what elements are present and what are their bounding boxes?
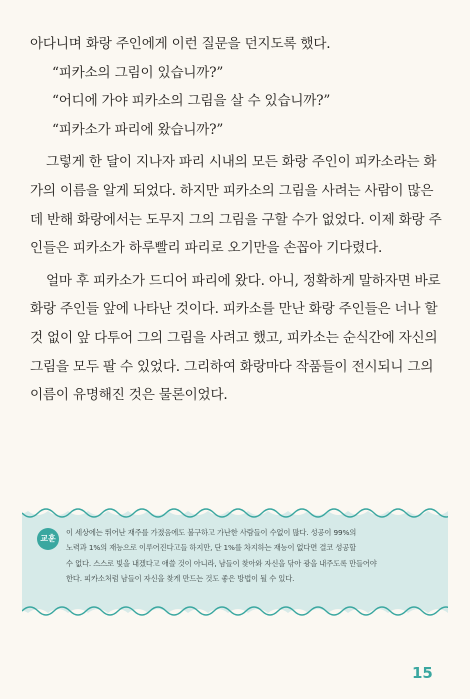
paragraph-line: 그렇게 한 달이 지나자 파리 시내의 모든 화랑 주인이 피카소라는 화 — [46, 154, 437, 171]
story-text — [30, 30, 450, 410]
paragraph-line: 데 반해 화랑에서는 도무지 그의 그림을 구할 수가 없었다. 이제 화랑 주 — [30, 211, 442, 228]
paragraph-line: 화랑 주인들 앞에 나타난 것이다. 피카소를 만난 화랑 주인들은 너나 할 — [30, 301, 438, 318]
lesson-line: 노력과 1%의 재능으로 이루어진다고들 하지만, 단 1%를 차지하는 재능이 없다면 결코 성공할 — [66, 543, 357, 553]
paragraph-line: 인들은 피카소가 하루빨리 파리로 오기만을 손꼽아 기다렸다. — [30, 240, 383, 257]
page-number: 15 — [412, 664, 433, 682]
quote-line: “피카소의 그림이 있습니까?” — [52, 64, 224, 81]
story-line: 아다니며 화랑 주인에게 이런 질문을 던지도록 했다. — [30, 36, 331, 52]
lesson-text — [66, 525, 442, 586]
scallop-border-top — [22, 507, 448, 519]
paragraph-line: 이름이 유명해진 것은 물론이었다. — [30, 387, 228, 404]
lesson-line: 한다. 피카소처럼 남들이 자신을 찾게 만드는 것도 좋은 방법이 될 수 있다. — [66, 573, 295, 583]
paragraph-line: 그림을 모두 팔 수 있었다. 그리하여 화랑마다 작품들이 전시되니 그의 — [30, 358, 434, 375]
lesson-line: 수 없다. 스스로 빛을 내겠다고 애쓸 것이 아니라, 남들이 찾아와 자신을 닦아 광을 내주도록 만들어야 — [66, 558, 377, 568]
paragraph-line: 가의 이름을 알게 되었다. 하지만 피카소의 그림을 사려는 사람이 많은 — [30, 182, 434, 199]
quote-line: “어디에 가야 피카소의 그림을 살 수 있습니까?” — [52, 93, 331, 110]
lesson-box — [22, 508, 448, 616]
quote-line: “피카소가 파리에 왔습니까?” — [52, 121, 224, 138]
paragraph-line: 것 없이 앞 다투어 그의 그림을 사려고 했고, 피카소는 순식간에 자신의 — [30, 329, 438, 346]
scallop-border-bottom — [22, 605, 448, 617]
paragraph-line: 얼마 후 피카소가 드디어 파리에 왔다. 아니, 정확하게 말하자면 바로 — [46, 272, 441, 289]
lesson-line: 이 세상에는 뛰어난 재주를 가졌음에도 불구하고 가난한 사람들이 수없이 많다. 성공이 99%의 — [66, 528, 357, 537]
lesson-badge: 교훈 — [37, 528, 59, 550]
